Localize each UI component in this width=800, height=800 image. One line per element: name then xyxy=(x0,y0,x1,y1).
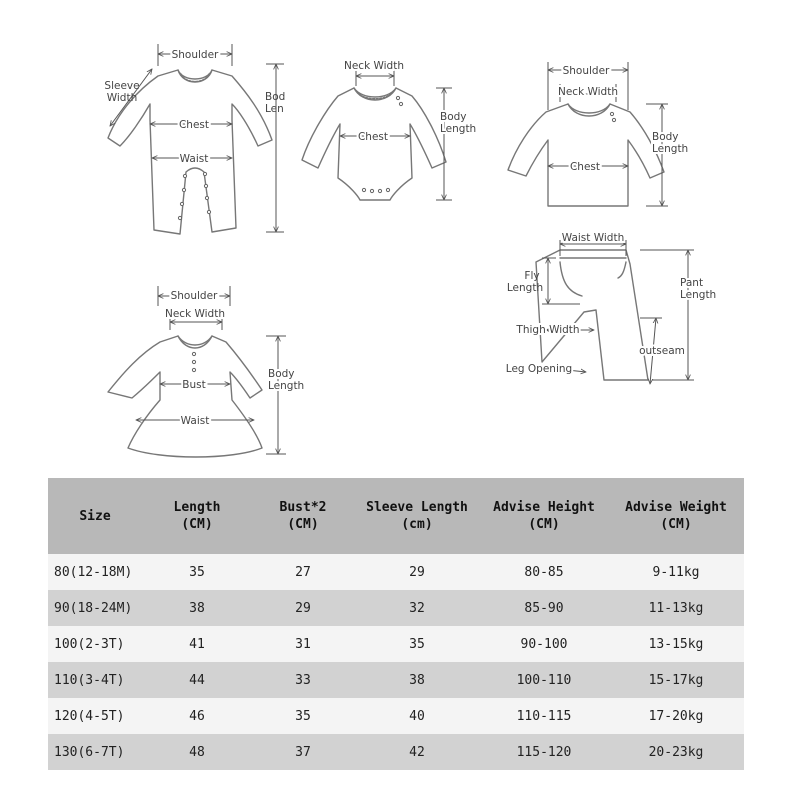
romper-measure-lines xyxy=(110,44,284,232)
bodysuit-neck-label: Neck Width xyxy=(343,60,405,72)
shirt-measure-lines xyxy=(548,62,668,206)
bodysuit-body-label-1: Body xyxy=(440,111,467,123)
cell-height: 100-110 xyxy=(480,662,608,698)
romper-chest-label: Chest xyxy=(178,119,210,131)
dress-neck-label: Neck Width xyxy=(164,308,226,320)
shirt-body-label-2: Length xyxy=(652,143,689,155)
cell-weight: 15-17kg xyxy=(608,662,744,698)
size-chart-table xyxy=(48,478,744,770)
shirt-shoulder-label: Shoulder xyxy=(562,65,610,77)
pants-fly-label-1: Fly xyxy=(524,270,540,282)
table-row xyxy=(48,626,744,662)
table-row xyxy=(48,698,744,734)
cell-length: 48 xyxy=(142,734,252,770)
table-header-row xyxy=(48,478,744,554)
header-length: Length (CM) xyxy=(142,478,252,554)
cell-sleeve: 40 xyxy=(354,698,480,734)
header-bust: Bust*2 (CM) xyxy=(252,478,354,554)
cell-length: 35 xyxy=(142,554,252,590)
romper-body-label-2: Len xyxy=(265,103,284,115)
cell-bust: 35 xyxy=(252,698,354,734)
cell-size: 110(3-4T) xyxy=(48,662,142,698)
cell-height: 115-120 xyxy=(480,734,608,770)
romper-body-label-1: Bod xyxy=(265,91,286,103)
pants-waist-label: Waist Width xyxy=(561,232,625,244)
dress-waist-label: Waist xyxy=(180,415,210,427)
cell-length: 41 xyxy=(142,626,252,662)
cell-size: 100(2-3T) xyxy=(48,626,142,662)
cell-weight: 13-15kg xyxy=(608,626,744,662)
dress-shoulder-label: Shoulder xyxy=(170,290,218,302)
pants-thigh-label: Thigh Width xyxy=(516,324,580,336)
dress-body-label-2: Length xyxy=(268,380,305,392)
pants-leg-label: Leg Opening xyxy=(505,363,573,375)
cell-size: 80(12-18M) xyxy=(48,554,142,590)
pants-length-label-1: Pant xyxy=(680,277,704,289)
bodysuit-chest-label: Chest xyxy=(357,131,389,143)
romper-waist-label: Waist xyxy=(179,153,209,165)
dress-bust-label: Bust xyxy=(182,379,206,391)
pants-outseam-label: outseam xyxy=(639,345,685,357)
bodysuit-sketch xyxy=(302,88,446,200)
cell-height: 90-100 xyxy=(480,626,608,662)
header-advise-height: Advise Height (CM) xyxy=(480,478,608,554)
dress-body-label-1: Body xyxy=(268,368,295,380)
header-sleeve-length: Sleeve Length (cm) xyxy=(354,478,480,554)
cell-sleeve: 32 xyxy=(354,590,480,626)
table-row xyxy=(48,554,744,590)
pants-fly-label-2: Length xyxy=(506,282,544,294)
cell-weight: 11-13kg xyxy=(608,590,744,626)
cell-sleeve: 35 xyxy=(354,626,480,662)
table-row xyxy=(48,734,744,770)
shirt-neck-label: Neck Width xyxy=(557,86,619,98)
romper-sleeve-label-1: Sleeve xyxy=(104,80,140,92)
cell-sleeve: 38 xyxy=(354,662,480,698)
table-row xyxy=(48,590,744,626)
cell-weight: 9-11kg xyxy=(608,554,744,590)
header-advise-weight: Advise Weight (CM) xyxy=(608,478,744,554)
cell-bust: 37 xyxy=(252,734,354,770)
cell-sleeve: 42 xyxy=(354,734,480,770)
table-row xyxy=(48,662,744,698)
header-size: Size xyxy=(48,478,142,554)
bodysuit-body-label-2: Length xyxy=(440,123,477,135)
cell-size: 90(18-24M) xyxy=(48,590,142,626)
cell-bust: 31 xyxy=(252,626,354,662)
cell-length: 38 xyxy=(142,590,252,626)
shirt-body-label-1: Body xyxy=(652,131,679,143)
shirt-sketch xyxy=(508,104,664,206)
cell-bust: 33 xyxy=(252,662,354,698)
cell-length: 46 xyxy=(142,698,252,734)
pants-sketch xyxy=(536,250,648,380)
cell-length: 44 xyxy=(142,662,252,698)
cell-sleeve: 29 xyxy=(354,554,480,590)
cell-weight: 20-23kg xyxy=(608,734,744,770)
cell-size: 120(4-5T) xyxy=(48,698,142,734)
cell-bust: 27 xyxy=(252,554,354,590)
cell-size: 130(6-7T) xyxy=(48,734,142,770)
cell-height: 110-115 xyxy=(480,698,608,734)
cell-height: 85-90 xyxy=(480,590,608,626)
cell-weight: 17-20kg xyxy=(608,698,744,734)
romper-shoulder-label: Shoulder xyxy=(171,49,219,61)
romper-sleeve-label-2: Width xyxy=(106,92,138,104)
pants-length-label-2: Length xyxy=(680,289,717,301)
cell-height: 80-85 xyxy=(480,554,608,590)
dress-sketch xyxy=(108,336,262,457)
cell-bust: 29 xyxy=(252,590,354,626)
shirt-chest-label: Chest xyxy=(569,161,601,173)
